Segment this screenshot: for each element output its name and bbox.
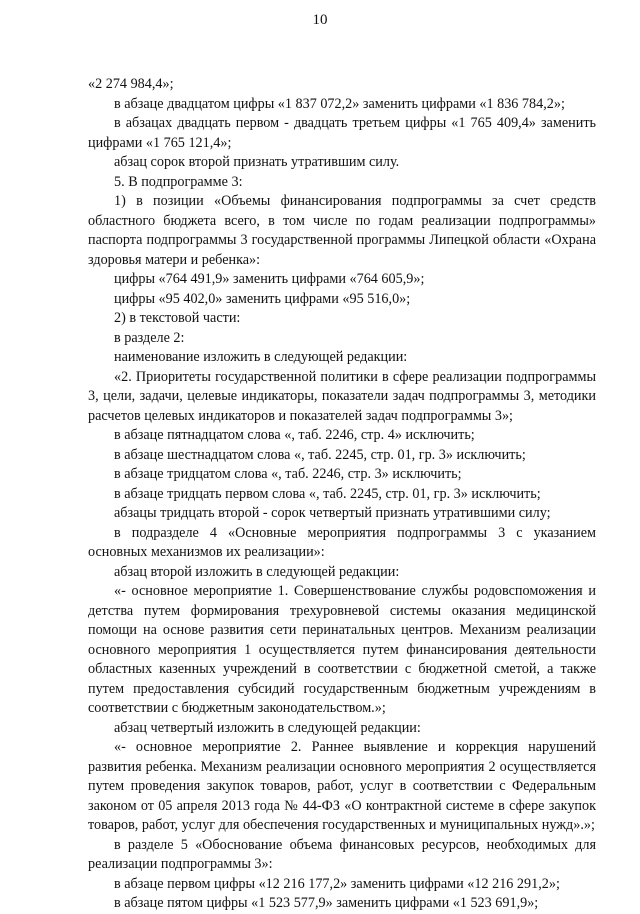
paragraph: 2) в текстовой части: (114, 310, 241, 326)
paragraph: абзац сорок второй признать утратившим силу. (114, 154, 400, 170)
paragraph: цифры «764 491,9» заменить цифрами «764 605,9»; (114, 271, 425, 287)
paragraph: «2 274 984,4»; (88, 76, 174, 92)
paragraph: 5. В подпрограмме 3: (114, 173, 243, 190)
paragraph: абзац четвертый изложить в следующей редакции: (114, 719, 421, 736)
paragraph: «2. Приоритеты государственной политики в сфере реализации подпрограммы 3, цели, задачи, целевые индикаторы, показатели задач подпрограммы 3, методики расчетов целевых индикаторов и показателей задач подпрограммы 3»; (88, 368, 596, 424)
paragraph: в подразделе 4 «Основные мероприятия подпрограммы 3 с указанием основных механизмов их реализации»: (88, 524, 596, 560)
paragraph: в абзаце шестнадцатом слова «, таб. 2245, стр. 01, гр. 3» исключить; (114, 446, 526, 463)
paragraph: в абзацах двадцать первом - двадцать третьем цифры «1 765 409,4» заменить цифрами «1 765 121,4»; (88, 115, 596, 151)
paragraph: абзац второй изложить в следующей редакции: (114, 563, 400, 580)
paragraph: наименование изложить в следующей редакции: (114, 349, 408, 365)
page-number: 10 (312, 12, 328, 28)
paragraph: в абзаце пятом цифры «1 523 577,9» заменить цифрами «1 523 691,9»; (114, 895, 539, 911)
paragraph: в разделе 5 «Обоснование объема финансовых ресурсов, необходимых для реализации подпрограммы 3»: (88, 836, 596, 872)
paragraph: 1) в позиции «Объемы финансирования подпрограммы за счет средств областного бюджета всего, в том числе по годам реализации подпрограммы» паспорта подпрограммы 3 государственной программы Липецкой области «Охрана здоровья матери и ребенка»: (88, 193, 596, 268)
paragraph: «- основное мероприятие 2. Раннее выявление и коррекция нарушений развития ребенка. Механизм реализации основного мероприятия 2 осуществляется путем проведения закупок товаров, работ, услуг в соответствии с Федеральным законом от 05 апреля 2013 года № 44-ФЗ «О контрактной системе в сфере закупок товаров, работ, услуг для обеспечения государственных и муниципальных нужд».»; (88, 739, 596, 833)
paragraph: в абзаце тридцать первом слова «, таб. 2245, стр. 01, гр. 3» исключить; (114, 485, 541, 502)
paragraph: «- основное мероприятие 1. Совершенствование службы родовспоможения и детства путем формирования трехуровневой системы оказания медицинской помощи на основе развития сети перинатальных центров. Механизм реализации основного мероприятия 1 осуществляется путем финансирования деятельности областных казенных учреждений в соответствии с бюджетной сметой, а также путем предоставления субсидий государственным бюджетным учреждениям в соответствии с бюджетным законодательством.»; (88, 583, 596, 716)
paragraph: в абзаце пятнадцатом слова «, таб. 2246, стр. 4» исключить; (114, 427, 475, 443)
paragraph: в абзаце первом цифры «12 216 177,2» заменить цифрами «12 216 291,2»; (114, 875, 560, 892)
paragraph: в абзаце двадцатом цифры «1 837 072,2» заменить цифрами «1 836 784,2»; (114, 95, 565, 112)
paragraph: в разделе 2: (114, 329, 185, 346)
paragraph: абзацы тридцать второй - сорок четвертый признать утратившими силу; (114, 505, 551, 521)
paragraph: в абзаце тридцатом слова «, таб. 2246, стр. 3» исключить; (114, 466, 462, 482)
document-body (88, 75, 596, 914)
paragraph: цифры «95 402,0» заменить цифрами «95 516,0»; (114, 290, 411, 307)
